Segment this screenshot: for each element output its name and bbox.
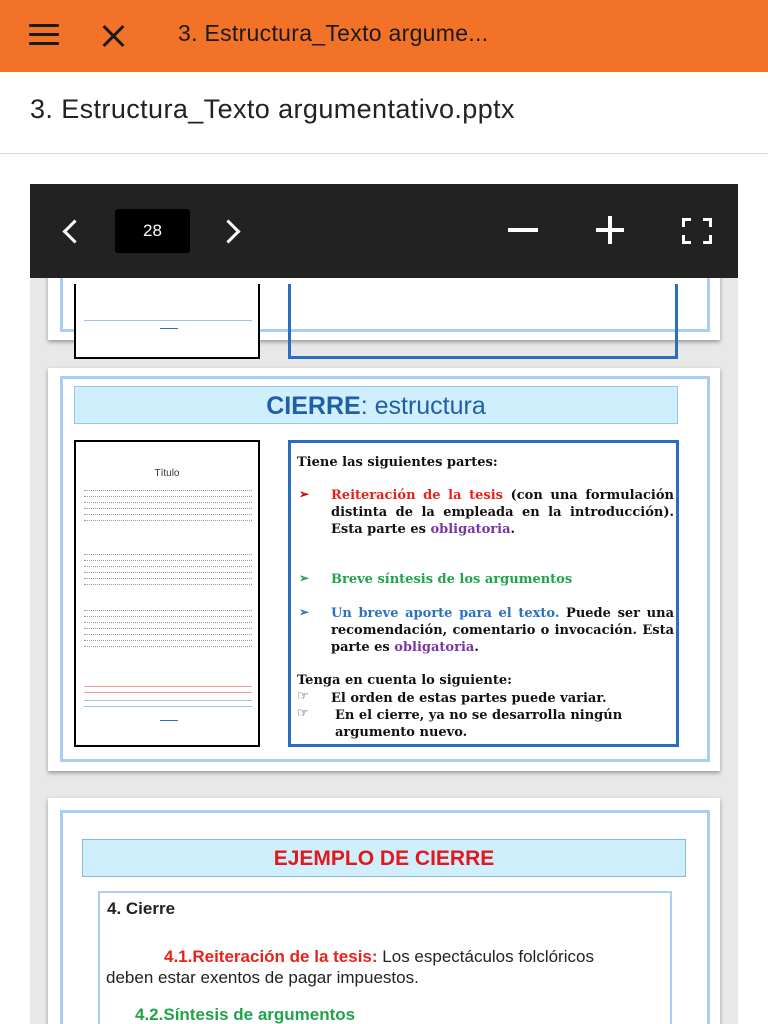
viewer-toolbar (30, 184, 738, 278)
placeholder-line (84, 520, 252, 521)
placeholder-line (84, 560, 252, 561)
placeholder-line (84, 490, 252, 491)
placeholder-line (84, 502, 252, 503)
chevron-left-icon[interactable] (58, 218, 82, 244)
close-icon[interactable] (100, 22, 128, 50)
placeholder-line (84, 584, 252, 585)
placeholder-line (84, 700, 252, 701)
item-reiteracion: Reiteración de la tesis (con una formulación distinta de la empleada en la introducción). Esta parte es obligatoria. (331, 488, 674, 537)
placeholder-line (84, 610, 252, 611)
placeholder-line (84, 566, 252, 567)
placeholder-line (84, 572, 252, 573)
slide-cierre-estructura (48, 368, 720, 771)
placeholder-line (84, 578, 252, 579)
bullet-arrow-icon: ➢ (299, 571, 310, 585)
pointing-hand-icon: ☞ (297, 706, 309, 721)
placeholder-line (84, 706, 252, 707)
placeholder-line (84, 622, 252, 623)
note-1: El orden de estas partes puede variar. (331, 691, 607, 706)
page-number-input[interactable]: 28 (115, 209, 190, 253)
bullet-arrow-icon: ➢ (299, 487, 310, 501)
zoom-in-icon[interactable] (596, 216, 624, 244)
chevron-right-icon[interactable] (220, 218, 244, 244)
item-aporte: Un breve aporte para el texto. Puede ser una recomendación, comentario o invocación. Esta parte es obligatoria. (331, 606, 674, 655)
bullet-arrow-icon: ➢ (299, 605, 310, 619)
example-paragraph: 4.1.Reiteración de la tesis: Los espectáculos folclóricos deben estar exentos de pagar impuestos. (106, 947, 594, 987)
pointing-hand-icon: ☞ (297, 689, 309, 704)
example-heading: 4. Cierre (107, 899, 176, 918)
item-sintesis: Breve síntesis de los argumentos (331, 572, 573, 587)
placeholder-line (160, 720, 178, 721)
placeholder-line (84, 692, 252, 693)
placeholder-line (84, 496, 252, 497)
slide-thumbnail (74, 284, 260, 359)
slide-title: CIERRE: estructura (74, 386, 678, 424)
note-title: Tenga en cuenta lo siguiente: (297, 673, 512, 688)
note-2: En el cierre, ya no se desarrolla ningún argumento nuevo. (335, 708, 623, 740)
placeholder-line (84, 686, 252, 687)
placeholder-line (84, 628, 252, 629)
example-box (98, 891, 672, 1024)
structure-panel (288, 440, 679, 747)
thumbnail-title: Título (154, 468, 180, 479)
placeholder-line (84, 514, 252, 515)
app-bar-title: 3. Estructura_Texto argume... (178, 20, 489, 46)
intro-text: Tiene las siguientes partes: (297, 455, 498, 470)
document-thumbnail (74, 440, 260, 747)
zoom-out-icon[interactable] (508, 228, 538, 232)
example-subheading: 4.2.Síntesis de argumentos (135, 1005, 356, 1024)
hamburger-menu-icon[interactable] (29, 24, 61, 48)
app-bar (0, 0, 768, 72)
fullscreen-icon[interactable] (682, 218, 712, 244)
slide-text-box (288, 284, 678, 359)
slide-ejemplo-cierre (48, 798, 720, 1024)
slide-title: EJEMPLO DE CIERRE (82, 839, 686, 877)
placeholder-line (84, 634, 252, 635)
document-title: 3. Estructura_Texto argumentativo.pptx (30, 94, 515, 124)
placeholder-line (84, 640, 252, 641)
placeholder-line (84, 554, 252, 555)
placeholder-line (84, 508, 252, 509)
placeholder-line (84, 646, 252, 647)
divider (0, 153, 768, 154)
placeholder-line (84, 616, 252, 617)
